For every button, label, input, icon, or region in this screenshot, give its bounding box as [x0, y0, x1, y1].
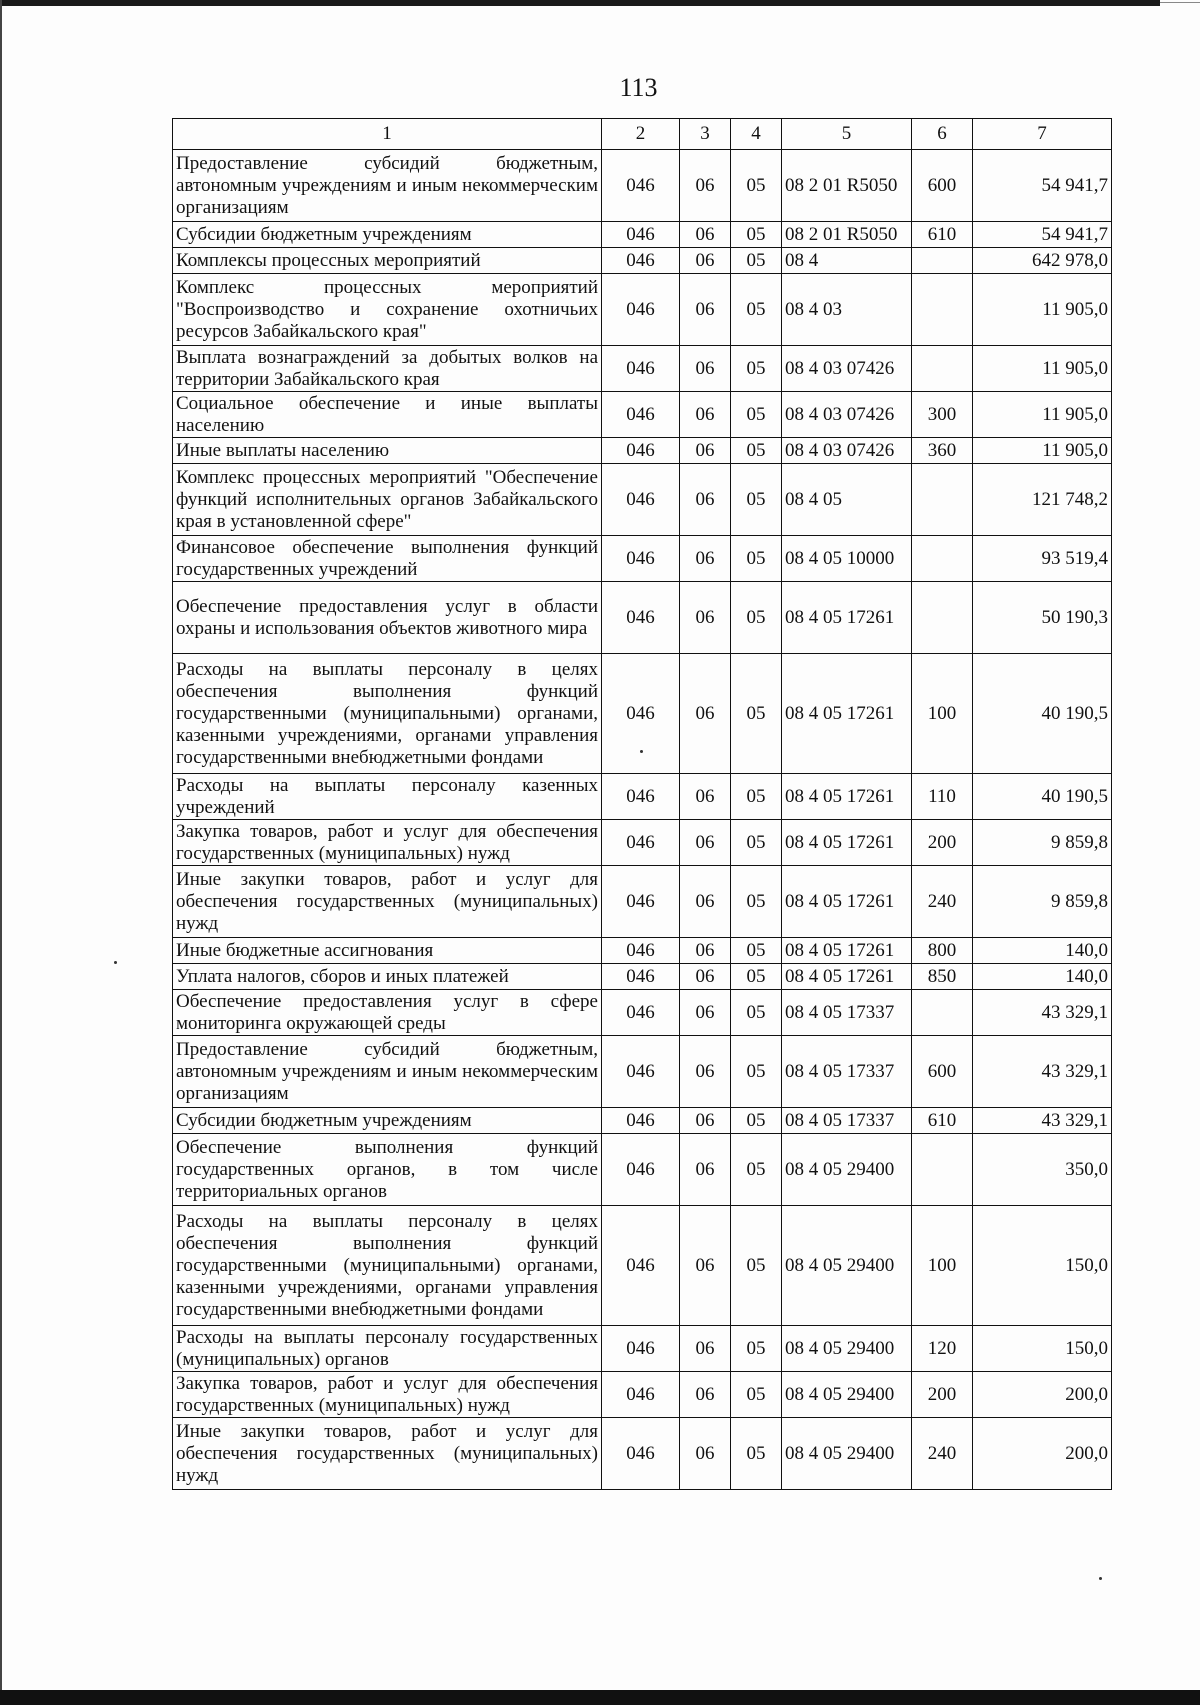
cell-section: 06 — [680, 1418, 731, 1490]
cell-ministry-code: 046 — [602, 774, 680, 820]
table-row — [173, 582, 1112, 654]
cell-target-article: 08 2 01 R5050 — [782, 150, 912, 222]
cell-description: Комплекс процессных мероприятий "Обеспечение функций исполнительных органов Забайкальского края в установленной сфере" — [173, 464, 602, 536]
table-row — [173, 774, 1112, 820]
cell-amount: 11 905,0 — [973, 438, 1112, 464]
cell-amount: 150,0 — [973, 1206, 1112, 1326]
cell-expense-type: 800 — [912, 938, 973, 964]
cell-target-article: 08 4 05 17261 — [782, 582, 912, 654]
cell-expense-type: 610 — [912, 222, 973, 248]
cell-amount: 200,0 — [973, 1418, 1112, 1490]
cell-amount: 140,0 — [973, 938, 1112, 964]
header-cell: 4 — [731, 119, 782, 150]
cell-amount: 150,0 — [973, 1326, 1112, 1372]
cell-ministry-code: 046 — [602, 1372, 680, 1418]
cell-subsection: 05 — [731, 1206, 782, 1326]
scan-edge-top-tail — [1160, 2, 1200, 3]
table-row — [173, 866, 1112, 938]
cell-ministry-code: 046 — [602, 866, 680, 938]
cell-description: Предоставление субсидий бюджетным, автономным учреждениям и иным некоммерческим организациям — [173, 1036, 602, 1108]
cell-description: Закупка товаров, работ и услуг для обеспечения государственных (муниципальных) нужд — [173, 1372, 602, 1418]
cell-target-article: 08 4 05 29400 — [782, 1134, 912, 1206]
cell-target-article: 08 4 05 29400 — [782, 1326, 912, 1372]
cell-expense-type — [912, 1134, 973, 1206]
cell-ministry-code: 046 — [602, 346, 680, 392]
cell-subsection: 05 — [731, 1036, 782, 1108]
table-row — [173, 1036, 1112, 1108]
cell-amount: 43 329,1 — [973, 990, 1112, 1036]
cell-ministry-code: 046 — [602, 274, 680, 346]
cell-ministry-code: 046 — [602, 536, 680, 582]
cell-expense-type — [912, 582, 973, 654]
cell-section: 06 — [680, 536, 731, 582]
table-row — [173, 1418, 1112, 1490]
cell-section: 06 — [680, 1372, 731, 1418]
header-cell: 3 — [680, 119, 731, 150]
cell-target-article: 08 4 05 17261 — [782, 654, 912, 774]
cell-section: 06 — [680, 1134, 731, 1206]
table-row — [173, 1326, 1112, 1372]
cell-amount: 93 519,4 — [973, 536, 1112, 582]
cell-expense-type: 120 — [912, 1326, 973, 1372]
cell-section: 06 — [680, 1206, 731, 1326]
cell-expense-type: 200 — [912, 1372, 973, 1418]
cell-target-article: 08 4 05 29400 — [782, 1418, 912, 1490]
cell-amount: 54 941,7 — [973, 150, 1112, 222]
cell-subsection: 05 — [731, 1372, 782, 1418]
cell-ministry-code: 046 — [602, 1036, 680, 1108]
cell-description: Иные бюджетные ассигнования — [173, 938, 602, 964]
cell-target-article: 08 4 05 17261 — [782, 774, 912, 820]
cell-section: 06 — [680, 274, 731, 346]
cell-target-article: 08 4 03 07426 — [782, 438, 912, 464]
cell-target-article: 08 4 05 — [782, 464, 912, 536]
cell-amount: 9 859,8 — [973, 866, 1112, 938]
cell-subsection: 05 — [731, 464, 782, 536]
cell-ministry-code: 046 — [602, 938, 680, 964]
scan-edge-top — [0, 0, 1160, 6]
cell-target-article: 08 4 03 07426 — [782, 392, 912, 438]
cell-description: Иные закупки товаров, работ и услуг для обеспечения государственных (муниципальных) нужд — [173, 866, 602, 938]
cell-subsection: 05 — [731, 536, 782, 582]
cell-amount: 11 905,0 — [973, 274, 1112, 346]
cell-amount: 40 190,5 — [973, 654, 1112, 774]
table-row — [173, 392, 1112, 438]
cell-section: 06 — [680, 1326, 731, 1372]
cell-description: Обеспечение предоставления услуг в области охраны и использования объектов животного мира — [173, 582, 602, 654]
cell-ministry-code: 046 — [602, 392, 680, 438]
cell-target-article: 08 4 05 29400 — [782, 1206, 912, 1326]
table-row — [173, 1372, 1112, 1418]
page-number: 113 — [619, 73, 658, 102]
cell-section: 06 — [680, 1036, 731, 1108]
cell-description: Расходы на выплаты персоналу государственных (муниципальных) органов — [173, 1326, 602, 1372]
cell-subsection: 05 — [731, 964, 782, 990]
cell-amount: 43 329,1 — [973, 1036, 1112, 1108]
cell-expense-type: 610 — [912, 1108, 973, 1134]
cell-subsection: 05 — [731, 274, 782, 346]
table-row — [173, 938, 1112, 964]
cell-subsection: 05 — [731, 866, 782, 938]
cell-target-article: 08 4 05 17337 — [782, 1108, 912, 1134]
cell-expense-type: 100 — [912, 1206, 973, 1326]
table-row — [173, 820, 1112, 866]
table-row — [173, 536, 1112, 582]
table-body — [173, 150, 1112, 1490]
table-row — [173, 274, 1112, 346]
cell-expense-type: 100 — [912, 654, 973, 774]
cell-subsection: 05 — [731, 438, 782, 464]
cell-target-article: 08 4 05 17261 — [782, 820, 912, 866]
cell-target-article: 08 4 05 17261 — [782, 964, 912, 990]
cell-subsection: 05 — [731, 1108, 782, 1134]
cell-target-article: 08 4 03 — [782, 274, 912, 346]
cell-expense-type: 300 — [912, 392, 973, 438]
cell-ministry-code: 046 — [602, 582, 680, 654]
cell-section: 06 — [680, 438, 731, 464]
cell-section: 06 — [680, 964, 731, 990]
cell-expense-type — [912, 248, 973, 274]
cell-expense-type — [912, 346, 973, 392]
cell-expense-type: 200 — [912, 820, 973, 866]
cell-ministry-code: 046 — [602, 964, 680, 990]
cell-ministry-code: 046 — [602, 150, 680, 222]
cell-ministry-code: 046 — [602, 820, 680, 866]
cell-ministry-code: 046 — [602, 654, 680, 774]
table-row — [173, 1108, 1112, 1134]
cell-section: 06 — [680, 248, 731, 274]
cell-amount: 40 190,5 — [973, 774, 1112, 820]
cell-expense-type — [912, 274, 973, 346]
cell-amount: 9 859,8 — [973, 820, 1112, 866]
scan-edge-bottom — [0, 1690, 1200, 1705]
cell-subsection: 05 — [731, 248, 782, 274]
cell-section: 06 — [680, 392, 731, 438]
cell-section: 06 — [680, 938, 731, 964]
cell-subsection: 05 — [731, 1134, 782, 1206]
cell-description: Социальное обеспечение и иные выплаты населению — [173, 392, 602, 438]
cell-description: Комплекс процессных мероприятий "Воспроизводство и сохранение охотничьих ресурсов Забайкальского края" — [173, 274, 602, 346]
cell-expense-type — [912, 990, 973, 1036]
cell-expense-type: 600 — [912, 1036, 973, 1108]
cell-expense-type: 240 — [912, 866, 973, 938]
cell-target-article: 08 2 01 R5050 — [782, 222, 912, 248]
table-row — [173, 1206, 1112, 1326]
table-row — [173, 222, 1112, 248]
scan-speck — [1099, 1577, 1102, 1580]
cell-subsection: 05 — [731, 222, 782, 248]
cell-description: Предоставление субсидий бюджетным, автономным учреждениям и иным некоммерческим организациям — [173, 150, 602, 222]
table-row — [173, 990, 1112, 1036]
cell-subsection: 05 — [731, 150, 782, 222]
budget-table — [172, 118, 1112, 1490]
cell-amount: 140,0 — [973, 964, 1112, 990]
cell-ministry-code: 046 — [602, 222, 680, 248]
cell-target-article: 08 4 05 17261 — [782, 938, 912, 964]
cell-ministry-code: 046 — [602, 1418, 680, 1490]
table-row — [173, 1134, 1112, 1206]
cell-description: Расходы на выплаты персоналу в целях обеспечения выполнения функций государственными (муниципальными) органами, казенными учреждениями, органами управления государственными внебюджетными фондами — [173, 654, 602, 774]
header-cell: 7 — [973, 119, 1112, 150]
cell-target-article: 08 4 05 29400 — [782, 1372, 912, 1418]
cell-subsection: 05 — [731, 990, 782, 1036]
cell-subsection: 05 — [731, 582, 782, 654]
header-cell: 2 — [602, 119, 680, 150]
cell-subsection: 05 — [731, 820, 782, 866]
header-row — [173, 119, 1112, 150]
cell-section: 06 — [680, 654, 731, 774]
table-row — [173, 464, 1112, 536]
scan-speck — [114, 961, 117, 964]
cell-target-article: 08 4 05 10000 — [782, 536, 912, 582]
header-cell: 5 — [782, 119, 912, 150]
table-row — [173, 964, 1112, 990]
cell-ministry-code: 046 — [602, 1134, 680, 1206]
table-row — [173, 150, 1112, 222]
cell-ministry-code: 046 — [602, 1108, 680, 1134]
cell-ministry-code: 046 — [602, 990, 680, 1036]
cell-section: 06 — [680, 222, 731, 248]
cell-description: Расходы на выплаты персоналу в целях обеспечения выполнения функций государственными (муниципальными) органами, казенными учреждениями, органами управления государственными внебюджетными фондами — [173, 1206, 602, 1326]
cell-description: Иные закупки товаров, работ и услуг для обеспечения государственных (муниципальных) нужд — [173, 1418, 602, 1490]
cell-description: Обеспечение выполнения функций государственных органов, в том числе территориальных органов — [173, 1134, 602, 1206]
cell-ministry-code: 046 — [602, 248, 680, 274]
scan-edge-left — [0, 0, 2, 1705]
cell-expense-type — [912, 464, 973, 536]
table-row — [173, 248, 1112, 274]
cell-description: Комплексы процессных мероприятий — [173, 248, 602, 274]
cell-ministry-code: 046 — [602, 464, 680, 536]
cell-amount: 50 190,3 — [973, 582, 1112, 654]
table-row — [173, 654, 1112, 774]
cell-description: Обеспечение предоставления услуг в сфере мониторинга окружающей среды — [173, 990, 602, 1036]
cell-amount: 350,0 — [973, 1134, 1112, 1206]
cell-description: Субсидии бюджетным учреждениям — [173, 222, 602, 248]
cell-expense-type: 110 — [912, 774, 973, 820]
cell-target-article: 08 4 03 07426 — [782, 346, 912, 392]
cell-subsection: 05 — [731, 654, 782, 774]
cell-expense-type: 240 — [912, 1418, 973, 1490]
cell-description: Закупка товаров, работ и услуг для обеспечения государственных (муниципальных) нужд — [173, 820, 602, 866]
cell-section: 06 — [680, 774, 731, 820]
cell-expense-type — [912, 536, 973, 582]
cell-amount: 11 905,0 — [973, 346, 1112, 392]
cell-ministry-code: 046 — [602, 438, 680, 464]
cell-subsection: 05 — [731, 1418, 782, 1490]
cell-expense-type: 600 — [912, 150, 973, 222]
header-cell: 6 — [912, 119, 973, 150]
header-cell: 1 — [173, 119, 602, 150]
cell-amount: 54 941,7 — [973, 222, 1112, 248]
cell-subsection: 05 — [731, 346, 782, 392]
scan-speck — [640, 750, 643, 753]
cell-expense-type: 360 — [912, 438, 973, 464]
cell-target-article: 08 4 05 17261 — [782, 866, 912, 938]
cell-subsection: 05 — [731, 1326, 782, 1372]
cell-section: 06 — [680, 820, 731, 866]
cell-amount: 43 329,1 — [973, 1108, 1112, 1134]
cell-section: 06 — [680, 582, 731, 654]
cell-amount: 121 748,2 — [973, 464, 1112, 536]
cell-amount: 200,0 — [973, 1372, 1112, 1418]
cell-section: 06 — [680, 150, 731, 222]
cell-section: 06 — [680, 346, 731, 392]
cell-description: Уплата налогов, сборов и иных платежей — [173, 964, 602, 990]
cell-target-article: 08 4 05 17337 — [782, 990, 912, 1036]
cell-expense-type: 850 — [912, 964, 973, 990]
cell-section: 06 — [680, 990, 731, 1036]
cell-amount: 11 905,0 — [973, 392, 1112, 438]
cell-description: Субсидии бюджетным учреждениям — [173, 1108, 602, 1134]
cell-description: Финансовое обеспечение выполнения функций государственных учреждений — [173, 536, 602, 582]
table-row — [173, 438, 1112, 464]
cell-section: 06 — [680, 1108, 731, 1134]
cell-description: Расходы на выплаты персоналу казенных учреждений — [173, 774, 602, 820]
cell-section: 06 — [680, 464, 731, 536]
cell-subsection: 05 — [731, 392, 782, 438]
cell-target-article: 08 4 05 17337 — [782, 1036, 912, 1108]
cell-subsection: 05 — [731, 774, 782, 820]
cell-amount: 642 978,0 — [973, 248, 1112, 274]
cell-description: Иные выплаты населению — [173, 438, 602, 464]
cell-description: Выплата вознаграждений за добытых волков на территории Забайкальского края — [173, 346, 602, 392]
cell-section: 06 — [680, 866, 731, 938]
cell-subsection: 05 — [731, 938, 782, 964]
cell-ministry-code: 046 — [602, 1326, 680, 1372]
table-row — [173, 346, 1112, 392]
cell-target-article: 08 4 — [782, 248, 912, 274]
cell-ministry-code: 046 — [602, 1206, 680, 1326]
